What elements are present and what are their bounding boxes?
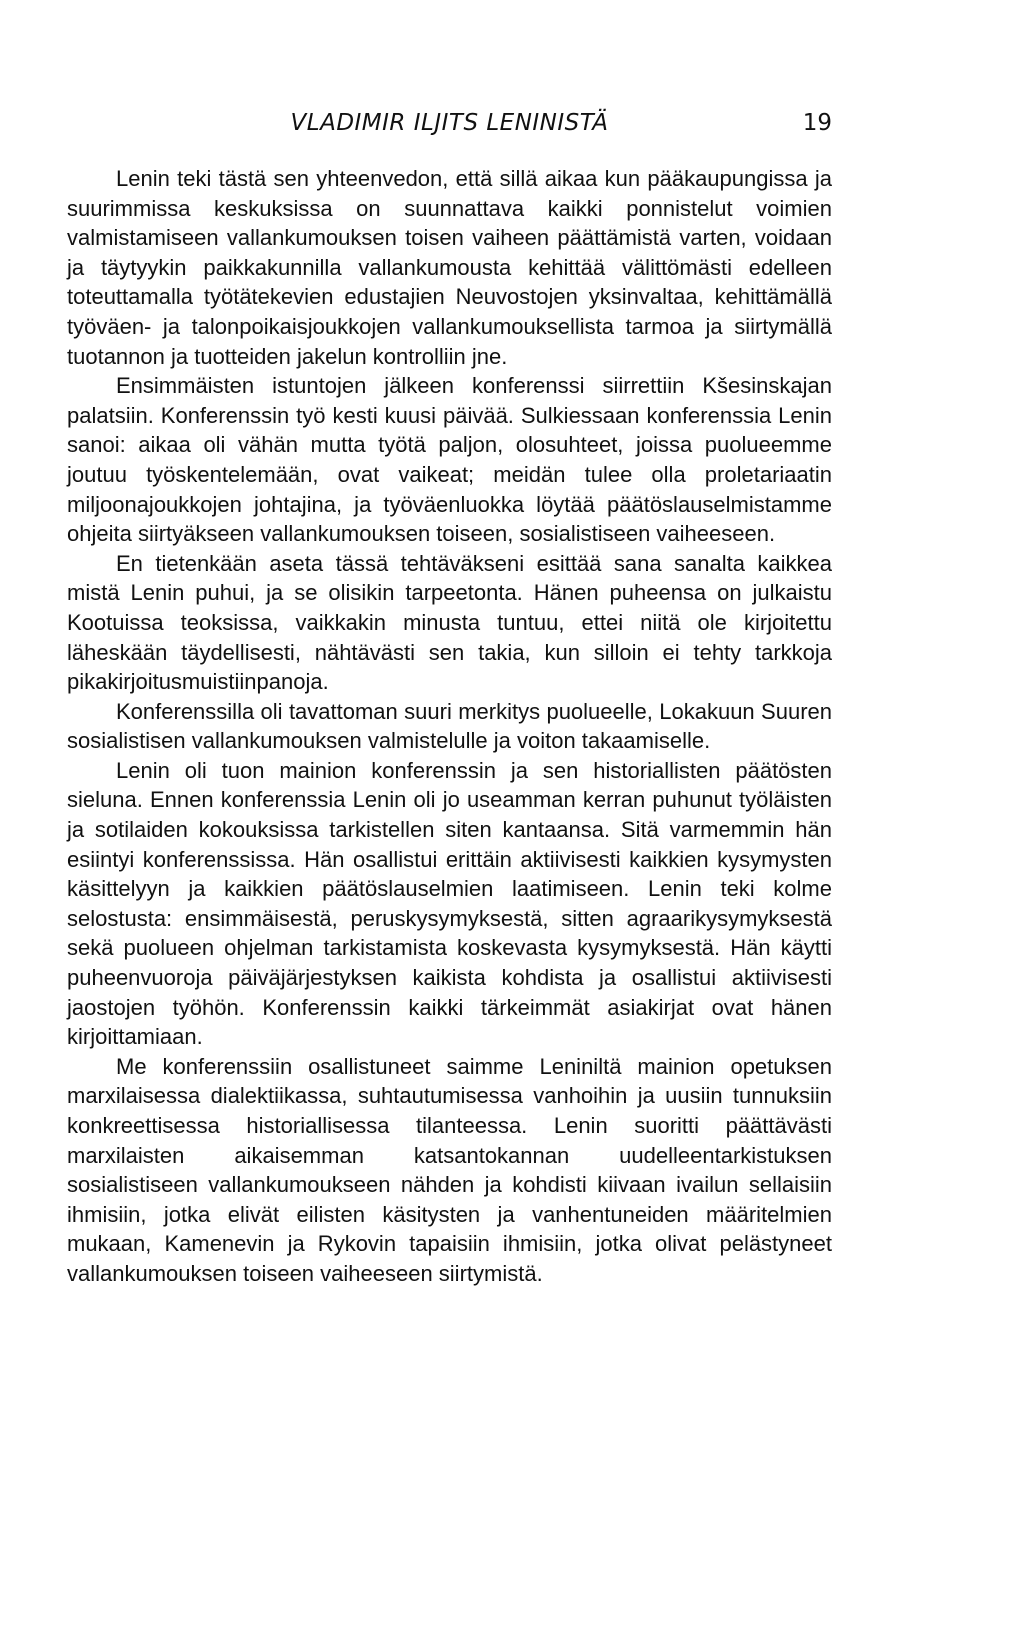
paragraph: Lenin teki tästä sen yhteenvedon, että sillä aikaa kun pääkaupungissa ja suurimmissa keskuksissa on suunnattava kaikki ponnistelut voimien valmistamiseen vallankumouksen toisen vaiheen päättämistä varten, voidaan ja täytyykin paikkakunnilla vallankumousta kehittää välittömästi edelleen toteuttamalla työtätekevien edustajien Neuvostojen yksinvaltaa, kehittämällä työväen- ja talonpoikaisjoukkojen vallankumouksellista tarmoa ja siirtymällä tuotannon ja tuotteiden jakelun kontrolliin jne. — [67, 166, 832, 369]
paragraph: Konferenssilla oli tavattoman suuri merkitys puolueelle, Lokakuun Suuren sosialistisen vallankumouksen valmistelulle ja voiton takaamiselle. — [67, 698, 832, 754]
paragraph: Me konferenssiin osallistuneet saimme Leniniltä mainion opetuksen marxilaisessa dialektiikassa, suhtautumisessa vanhoihin ja uusiin tunnuksiin konkreettisessa historiallisessa tilanteessa. Lenin suoritti päättävästi marxilaisten aikaisemman katsantokannan uudelleentarkistuksen sosialistiseen vallankumoukseen nähden ja kohdisti kiivaan ivailun sellaisiin ihmisiin, jotka elivät eilisten käsitysten ja vanhentuneiden määritelmien mukaan, Kamenevin ja Rykovin tapaisiin ihmisiin, jotka olivat pelästyneet vallankumouksen toiseen vaiheeseen siirtymistä. — [67, 1053, 832, 1286]
paragraph: Ensimmäisten istuntojen jälkeen konferenssi siirrettiin Kšesinskajan palatsiin. Konferenssin työ kesti kuusi päivää. Sulkiessaan konferenssia Lenin sanoi: aikaa oli vähän mutta työtä paljon, olosuhteet, joissa puolueemme joutuu työskentelemään, ovat vaikeat; meidän tulee olla proletariaatin miljoonajoukkojen johtajina, ja työväenluokka löytää päätöslauselmistamme ohjeita siirtyäkseen vallankumouksen toiseen, sosialistiseen vaiheeseen. — [67, 373, 832, 547]
page-header — [67, 106, 832, 140]
body-text — [67, 164, 832, 1289]
running-title: VLADIMIR ILJITS LENINISTÄ — [290, 110, 609, 136]
paragraph: En tietenkään aseta tässä tehtäväkseni esittää sana sanalta kaikkea mistä Lenin puhui, ja se olisikin tarpeetonta. Hänen puheensa on julkaistu Kootuissa teoksissa, vaikkakin minusta tuntuu, ettei niitä ole kirjoitettu läheskään täydellisesti, nähtävästi sen takia, kun silloin ei tehty tarkkoja pikakirjoitusmuistiinpanoja. — [67, 550, 832, 695]
page-number: 19 — [802, 110, 832, 136]
paragraph: Lenin oli tuon mainion konferenssin ja sen historiallisten päätösten sieluna. Ennen konferenssia Lenin oli jo useamman kerran puhunut työläisten ja sotilaiden kokouksissa tarkistellen siten kantaansa. Sitä varmemmin hän esiintyi konferenssissa. Hän osallistui erittäin aktiivisesti kaikkien kysymysten käsittelyyn ja kaikkien päätöslauselmien laatimiseen. Lenin teki kolme selostusta: ensimmäisestä, peruskysymyksestä, sitten agraarikysymyksestä sekä puolueen ohjelman tarkistamista koskevasta kysymyksestä. Hän käytti puheenvuoroja päiväjärjestyksen kaikista kohdista ja osallistui aktiivisesti jaostojen työhön. Konferenssin kaikki tärkeimmät asiakirjat ovat hänen kirjoittamiaan. — [67, 757, 832, 1050]
